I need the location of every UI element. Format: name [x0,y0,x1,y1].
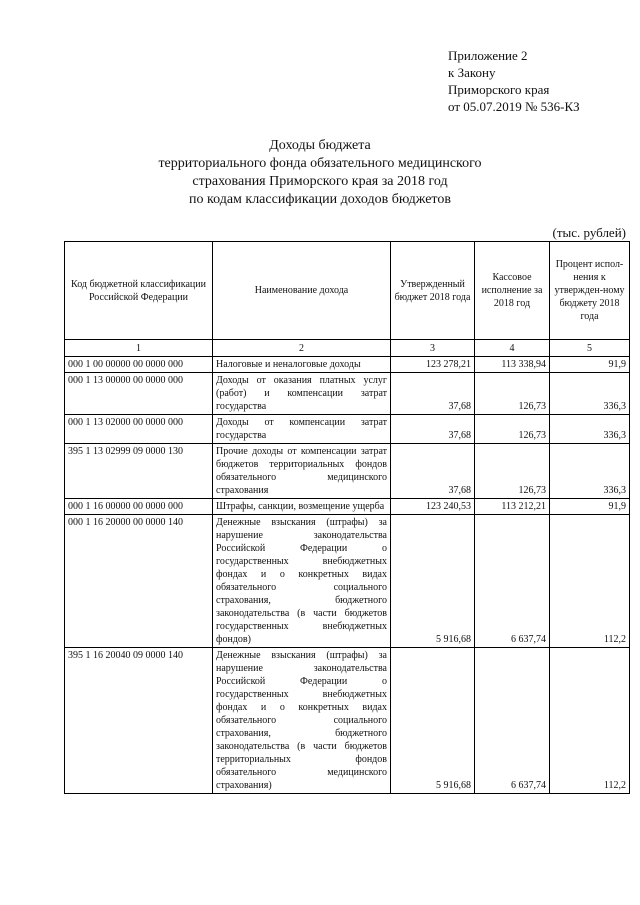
cell-percent: 336,3 [550,444,630,499]
column-number: 3 [391,340,475,357]
cell-name: Прочие доходы от компенсации затрат бюджетов территориальных фондов обязательного медицинского страхования [213,444,391,499]
cell-name: Денежные взыскания (штрафы) за нарушение законодательства Российской Федерации о государственных внебюджетных фондах и о конкретных видах обязательного социального страхования, бюджетного законодательства (в части бюджетов государственных внебюджетных фондов) [213,515,391,648]
cell-executed: 6 637,74 [475,515,550,648]
cell-approved: 123 278,21 [391,357,475,373]
appendix-line-1: Приложение 2 [448,48,528,63]
cell-percent: 336,3 [550,415,630,444]
cell-code: 395 1 16 20040 09 0000 140 [65,648,213,794]
header-code: Код бюджетной классификации Российской Федерации [65,242,213,340]
cell-name: Доходы от компенсации затрат государства [213,415,391,444]
table-row [65,515,630,648]
appendix-line-3: Приморского края [448,82,550,97]
header-name: Наименование дохода [213,242,391,340]
cell-name: Штрафы, санкции, возмещение ущерба [213,499,391,515]
header-approved: Утвержденный бюджет 2018 года [391,242,475,340]
table-row [65,415,630,444]
cell-code: 000 1 13 00000 00 0000 000 [65,373,213,415]
title-line-1: Доходы бюджета [269,138,371,153]
appendix-line-4: от 05.07.2019 № 536-КЗ [448,99,580,114]
cell-approved: 123 240,53 [391,499,475,515]
cell-name: Денежные взыскания (штрафы) за нарушение законодательства Российской Федерации о государственных внебюджетных фондах и о конкретных видах обязательного социального страхования, бюджетного законодательства (в части бюджетов территориальных фондов обязательного медицинского страхования) [213,648,391,794]
cell-code: 000 1 16 00000 00 0000 000 [65,499,213,515]
cell-code: 000 1 16 20000 00 0000 140 [65,515,213,648]
appendix-line-2: к Закону [448,65,496,80]
cell-approved: 37,68 [391,444,475,499]
cell-executed: 113 212,21 [475,499,550,515]
column-number: 5 [550,340,630,357]
column-number-row [65,340,630,357]
table-row [65,499,630,515]
units-label: (тыс. рублей) [552,225,626,240]
cell-executed: 126,73 [475,444,550,499]
cell-percent: 91,9 [550,499,630,515]
cell-code: 000 1 13 02000 00 0000 000 [65,415,213,444]
cell-percent: 91,9 [550,357,630,373]
cell-executed: 6 637,74 [475,648,550,794]
title-line-4: по кодам классификации доходов бюджетов [189,192,451,207]
cell-code: 000 1 00 00000 00 0000 000 [65,357,213,373]
cell-executed: 126,73 [475,415,550,444]
cell-percent: 336,3 [550,373,630,415]
cell-executed: 113 338,94 [475,357,550,373]
appendix-reference [448,47,580,115]
revenue-table [64,241,630,794]
cell-approved: 37,68 [391,373,475,415]
column-number: 1 [65,340,213,357]
column-number: 2 [213,340,391,357]
table-row [65,648,630,794]
title-line-2: территориального фонда обязательного медицинского [158,156,482,171]
table-row [65,444,630,499]
cell-code: 395 1 13 02999 09 0000 130 [65,444,213,499]
title-line-3: страхования Приморского края за 2018 год [192,174,448,189]
cell-name: Доходы от оказания платных услуг (работ) и компенсации затрат государства [213,373,391,415]
column-number: 4 [475,340,550,357]
cell-executed: 126,73 [475,373,550,415]
cell-percent: 112,2 [550,515,630,648]
table-header-row [65,242,630,340]
document-title [0,137,640,209]
cell-percent: 112,2 [550,648,630,794]
cell-name: Налоговые и неналоговые доходы [213,357,391,373]
cell-approved: 5 916,68 [391,515,475,648]
header-executed: Кассовое исполнение за 2018 год [475,242,550,340]
cell-approved: 37,68 [391,415,475,444]
header-percent: Процент испол-нения к утвержден-ному бюджету 2018 года [550,242,630,340]
table-row [65,357,630,373]
cell-approved: 5 916,68 [391,648,475,794]
table-row [65,373,630,415]
